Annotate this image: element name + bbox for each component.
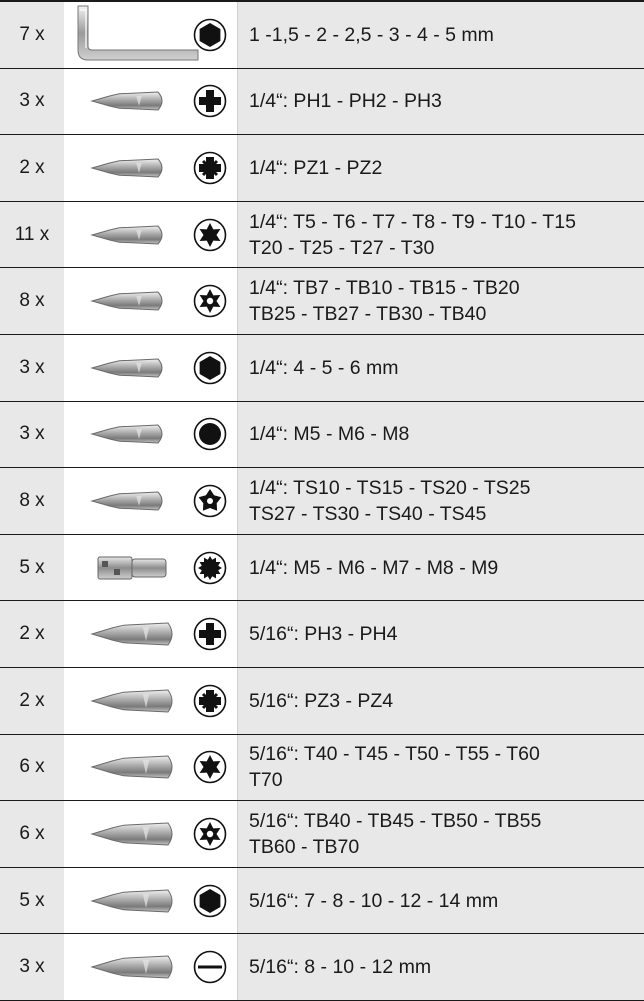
quantity-label: 11 x — [0, 202, 64, 268]
table-row — [0, 69, 644, 136]
torx-drive-icon — [193, 218, 227, 252]
table-row — [0, 335, 644, 402]
table-row — [0, 868, 644, 935]
hex-key-icon — [74, 4, 204, 66]
description-line: 1 -1,5 - 2 - 2,5 - 3 - 4 - 5 mm — [249, 23, 494, 46]
bit-icon — [90, 489, 170, 513]
description-line: 5/16“: PH3 - PH4 — [249, 623, 398, 646]
table-row — [0, 268, 644, 335]
quantity-label: 6 x — [0, 801, 64, 867]
quantity-label: 5 x — [0, 868, 64, 934]
tool-image-cell — [64, 468, 238, 534]
description-line: 5/16“: 7 - 8 - 10 - 12 - 14 mm — [249, 889, 499, 912]
bit-icon — [90, 753, 180, 781]
spline-drive-icon — [193, 417, 227, 451]
size-description — [238, 69, 644, 135]
size-description — [238, 202, 644, 268]
tool-image-cell — [64, 69, 238, 135]
bit-icon — [90, 89, 170, 113]
pozidriv-drive-icon — [193, 684, 227, 718]
hex-drive-icon — [193, 884, 227, 918]
quantity-label: 3 x — [0, 335, 64, 401]
description-line: 1/4“: TS10 - TS15 - TS20 - TS25 — [249, 476, 531, 499]
size-description — [238, 801, 644, 867]
description-line: 1/4“: 4 - 5 - 6 mm — [249, 356, 399, 379]
description-line: 1/4“: TB7 - TB10 - TB15 - TB20 — [249, 277, 520, 300]
quantity-label: 3 x — [0, 402, 64, 468]
description-line: T20 - T25 - T27 - T30 — [249, 236, 435, 259]
tool-image-cell — [64, 402, 238, 468]
description-line: 5/16“: PZ3 - PZ4 — [249, 689, 394, 712]
table-row — [0, 402, 644, 469]
table-row — [0, 668, 644, 735]
bit-icon — [90, 820, 180, 848]
tool-image-cell — [64, 535, 238, 601]
pentalobe-drive-icon — [193, 484, 227, 518]
table-row — [0, 735, 644, 802]
pozidriv-drive-icon — [193, 151, 227, 185]
quantity-label: 5 x — [0, 535, 64, 601]
tool-image-cell — [64, 668, 238, 734]
description-line: 1/4“: PZ1 - PZ2 — [249, 156, 383, 179]
description-line: 1/4“: T5 - T6 - T7 - T8 - T9 - T10 - T15 — [249, 210, 576, 233]
hex-drive-icon — [193, 351, 227, 385]
bit-icon — [90, 289, 170, 313]
description-line: TB25 - TB27 - TB30 - TB40 — [249, 303, 487, 326]
quantity-label: 8 x — [0, 268, 64, 334]
quantity-label: 8 x — [0, 468, 64, 534]
phillips-drive-icon — [193, 84, 227, 118]
size-description — [238, 535, 644, 601]
description-line: 5/16“: 8 - 10 - 12 mm — [249, 956, 432, 979]
bit-icon — [90, 953, 180, 981]
table-row — [0, 2, 644, 69]
quantity-label: 3 x — [0, 69, 64, 135]
description-line: 1/4“: M5 - M6 - M7 - M8 - M9 — [249, 556, 499, 579]
table-row — [0, 535, 644, 602]
tool-image-cell — [64, 268, 238, 334]
xzn-drive-icon — [193, 551, 227, 585]
quantity-label: 2 x — [0, 135, 64, 201]
bit-icon — [90, 887, 180, 915]
table-row — [0, 202, 644, 269]
tool-image-cell — [64, 202, 238, 268]
torx-pin-drive-icon — [193, 284, 227, 318]
bit-icon — [90, 422, 170, 446]
tool-image-cell — [64, 335, 238, 401]
size-description — [238, 468, 644, 534]
tool-image-cell — [64, 601, 238, 667]
size-description — [238, 601, 644, 667]
description-line: 5/16“: TB40 - TB45 - TB50 - TB55 — [249, 809, 542, 832]
description-line: TB60 - TB70 — [249, 835, 360, 858]
table-row — [0, 934, 644, 1001]
bit-icon — [90, 356, 170, 380]
tool-image-cell — [64, 934, 238, 1000]
quantity-label: 2 x — [0, 668, 64, 734]
tool-image-cell — [64, 735, 238, 801]
table-row — [0, 601, 644, 668]
torx-pin-drive-icon — [193, 817, 227, 851]
description-line: TS27 - TS30 - TS40 - TS45 — [249, 502, 487, 525]
description-line: 5/16“: T40 - T45 - T50 - T55 - T60 — [249, 743, 540, 766]
quantity-label: 6 x — [0, 735, 64, 801]
tool-image-cell — [64, 801, 238, 867]
bit-icon — [90, 156, 170, 180]
size-description — [238, 135, 644, 201]
bit-icon — [90, 687, 180, 715]
tool-image-cell — [64, 868, 238, 934]
bit-stub-icon — [94, 551, 174, 585]
bit-icon — [90, 223, 170, 247]
torx-drive-icon — [193, 750, 227, 784]
size-description — [238, 735, 644, 801]
size-description — [238, 868, 644, 934]
size-description — [238, 268, 644, 334]
quantity-label: 3 x — [0, 934, 64, 1000]
hex-drive-icon — [193, 18, 227, 52]
description-line: T70 — [249, 769, 283, 792]
table-row — [0, 801, 644, 868]
tool-image-cell — [64, 135, 238, 201]
bit-icon — [90, 620, 180, 648]
quantity-label: 2 x — [0, 601, 64, 667]
description-line: 1/4“: M5 - M6 - M8 — [249, 423, 410, 446]
phillips-drive-icon — [193, 617, 227, 651]
table-row — [0, 135, 644, 202]
tool-image-cell — [64, 2, 238, 68]
size-description — [238, 934, 644, 1000]
quantity-label: 7 x — [0, 2, 64, 68]
size-description — [238, 402, 644, 468]
description-line: 1/4“: PH1 - PH2 - PH3 — [249, 90, 442, 113]
size-description — [238, 2, 644, 68]
size-description — [238, 335, 644, 401]
table-row — [0, 468, 644, 535]
size-description — [238, 668, 644, 734]
slotted-drive-icon — [193, 950, 227, 984]
